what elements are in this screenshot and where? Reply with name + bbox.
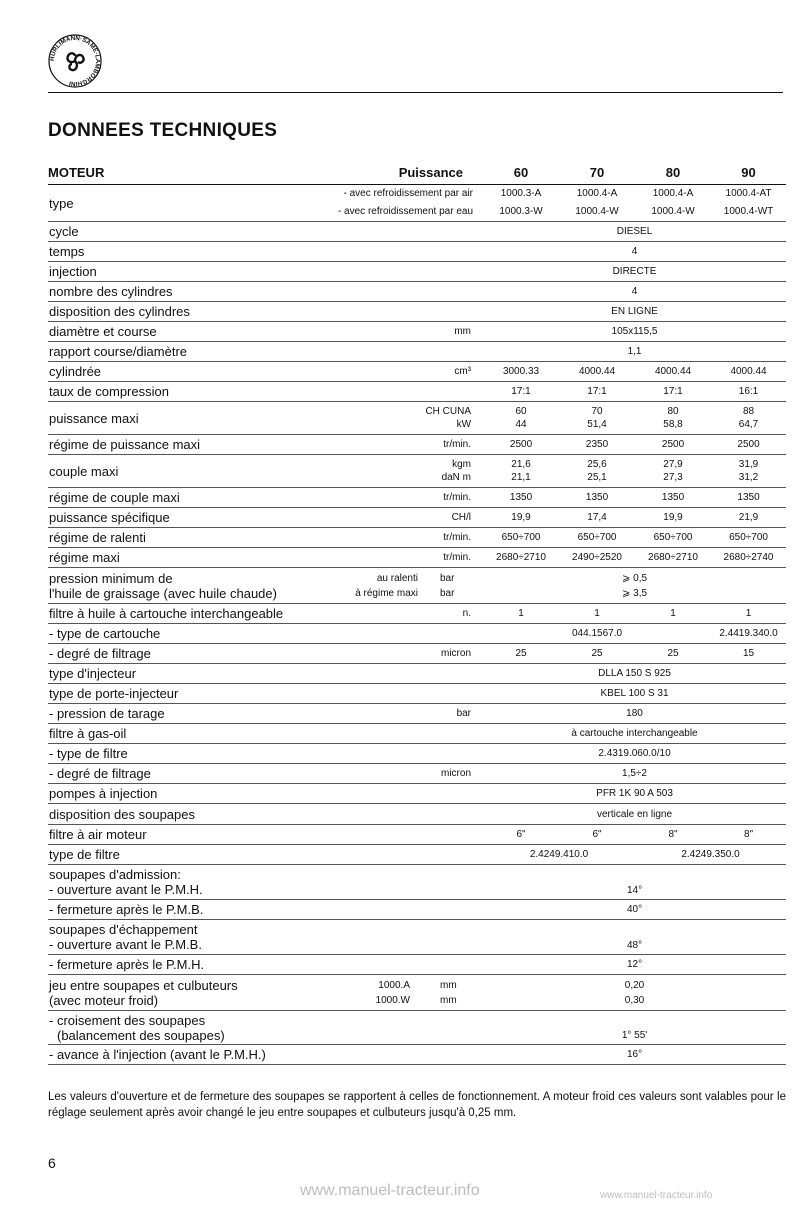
table-row: - avance à l'injection (avant le P.M.H.) 16° [48, 1045, 786, 1065]
table-row: - degré de filtrage micron 1,5÷2 [48, 764, 786, 784]
table-row: - type de filtre 2.4319.060.0/10 [48, 744, 786, 764]
section-title: MOTEUR [48, 160, 298, 185]
table-row: type - avec refroidissement par air - avec refroidissement par eau 1000.3-A 1000.3-W 1000.4-A 1000.4-W 1000.4-A 1000.4-W 1000.4-AT 1000.4-WT [48, 185, 786, 222]
table-row: taux de compression 17:1 17:1 17:1 16:1 [48, 382, 786, 402]
row-sublabels: - avec refroidissement par air - avec refroidissement par eau [298, 185, 483, 222]
model-70-header: 70 [559, 160, 635, 185]
table-row: filtre à gas-oil à cartouche interchangeable [48, 724, 786, 744]
table-row: puissance maxi CH CUNA kW 60 44 70 51,4 80 58,8 88 64,7 [48, 402, 786, 435]
table-row: puissance spécifique CH/l 19,9 17,4 19,9 21,9 [48, 508, 786, 528]
footnote: Les valeurs d'ouverture et de fermeture des soupapes se rapportent à celles de fonctionnement. A moteur froid ces valeurs sont valables pour le réglage seulement après avoir changé le jeu entre soupapes et culbuteurs jusqu'à 0,25 mm. [48, 1091, 786, 1119]
table-row: régime de ralenti tr/min. 650÷700 650÷700 650÷700 650÷700 [48, 528, 786, 548]
table-row: - croisement des soupapes (balancement des soupapes) 1° 55' [48, 1011, 786, 1045]
watermark-small: www.manuel-tracteur.info [600, 1190, 713, 1201]
table-row: type de porte-injecteur KBEL 100 S 31 [48, 684, 786, 704]
table-row: cylindrée cm³ 3000.33 4000.44 4000.44 4000.44 [48, 362, 786, 382]
model-60-header: 60 [483, 160, 559, 185]
table-row: pression minimum de l'huile de graissage (avec huile chaude) au ralenti à régime maxi bar bar ⩾ 0,5 ⩾ 3,5 [48, 568, 786, 604]
table-row: couple maxi kgm daN m 21,6 21,1 25,6 25,1 27,9 27,3 31,9 31,2 [48, 455, 786, 488]
table-header-row [48, 160, 786, 185]
table-row: régime de puissance maxi tr/min. 2500 2350 2500 2500 [48, 435, 786, 455]
table-row: disposition des soupapes verticale en ligne [48, 804, 786, 825]
table-row: - degré de filtrage micron 25 25 25 15 [48, 644, 786, 664]
model-90-header: 90 [711, 160, 786, 185]
table-row: type d'injecteur DLLA 150 S 925 [48, 664, 786, 684]
watermark: www.manuel-tracteur.info [300, 1182, 480, 1199]
table-row: disposition des cylindres EN LIGNE [48, 302, 786, 322]
table-row: injection DIRECTE [48, 262, 786, 282]
header-rule [48, 92, 783, 93]
table-row: - type de cartouche 044.1567.0 2.4419.340.0 [48, 624, 786, 644]
table-row: filtre à huile à cartouche interchangeable n. 1 1 1 1 [48, 604, 786, 624]
triskele-icon [67, 53, 83, 70]
table-row: pompes à injection PFR 1K 90 A 503 [48, 784, 786, 804]
row-label: type [48, 185, 298, 222]
table-row: rapport course/diamètre 1,1 [48, 342, 786, 362]
power-label: Puissance [298, 160, 483, 185]
table-row: type de filtre 2.4249.410.0 2.4249.350.0 [48, 845, 786, 865]
table-row: diamètre et course mm 105x115,5 [48, 322, 786, 342]
page-title: DONNEES TECHNIQUES [48, 120, 278, 141]
logo-ring-text: HÜRLIMANN·SAME·LAMBORGHINI [48, 34, 102, 88]
table-row: soupapes d'échappement - ouverture avant le P.M.B. 48° [48, 920, 786, 955]
page-number: 6 [48, 1155, 56, 1171]
brand-logo [48, 34, 102, 88]
table-row: - pression de tarage bar 180 [48, 704, 786, 724]
table-row: régime maxi tr/min. 2680÷2710 2490÷2520 2680÷2710 2680÷2740 [48, 548, 786, 568]
table-row: régime de couple maxi tr/min. 1350 1350 1350 1350 [48, 488, 786, 508]
table-row: cycle DIESEL [48, 222, 786, 242]
table-row: temps 4 [48, 242, 786, 262]
table-row: jeu entre soupapes et culbuteurs (avec moteur froid) 1000.A 1000.W mm mm 0,20 0,30 [48, 975, 786, 1011]
table-row: soupapes d'admission: - ouverture avant le P.M.H. 14° [48, 865, 786, 900]
table-row: - fermeture après le P.M.H. 12° [48, 955, 786, 975]
table-row: nombre des cylindres 4 [48, 282, 786, 302]
engine-spec-table [48, 160, 786, 1065]
model-80-header: 80 [635, 160, 711, 185]
table-row: filtre à air moteur 6" 6" 8" 8" [48, 825, 786, 845]
table-row: - fermeture après le P.M.B. 40° [48, 900, 786, 920]
